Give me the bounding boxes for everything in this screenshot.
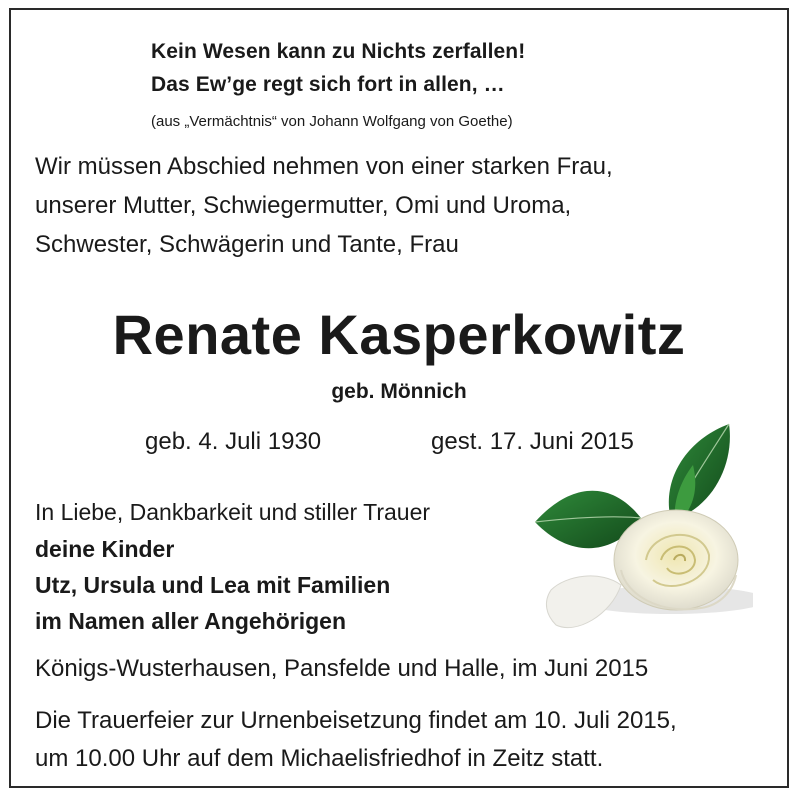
poem-line-2: Das Ew’ge regt sich fort in allen, … [151,73,505,96]
service-line-2: um 10.00 Uhr auf dem Michaelisfriedhof in Zeitz statt. [35,745,604,772]
signature-line-4: im Namen aller Angehörigen [35,608,346,634]
birth-date: geb. 4. Juli 1930 [145,428,322,455]
poem-source: (aus „Vermächtnis“ von Johann Wolfgang von Goethe) [151,113,513,130]
white-rose-image [521,410,753,642]
rose-bloom [614,510,738,610]
service-line-1: Die Trauerfeier zur Urnenbeisetzung findet am 10. Juli 2015, [35,707,677,734]
place-and-date: Königs-Wusterhausen, Pansfelde und Halle, im Juni 2015 [35,655,649,682]
obituary-notice [9,8,789,788]
poem-line-1: Kein Wesen kann zu Nichts zerfallen! [151,40,526,63]
deceased-name: Renate Kasperkowitz [112,303,686,366]
death-date: gest. 17. Juni 2015 [431,428,634,455]
intro-line-3: Schwester, Schwägerin und Tante, Frau [35,231,459,258]
intro-line-2: unserer Mutter, Schwiegermutter, Omi und Uroma, [35,192,572,219]
maiden-name: geb. Mönnich [331,380,467,403]
signature-line-1: In Liebe, Dankbarkeit und stiller Trauer [35,499,431,525]
signature-line-2: deine Kinder [35,536,175,562]
signature-line-3: Utz, Ursula und Lea mit Familien [35,572,391,598]
rose-petal-loose [546,576,621,628]
intro-line-1: Wir müssen Abschied nehmen von einer starken Frau, [35,153,613,180]
